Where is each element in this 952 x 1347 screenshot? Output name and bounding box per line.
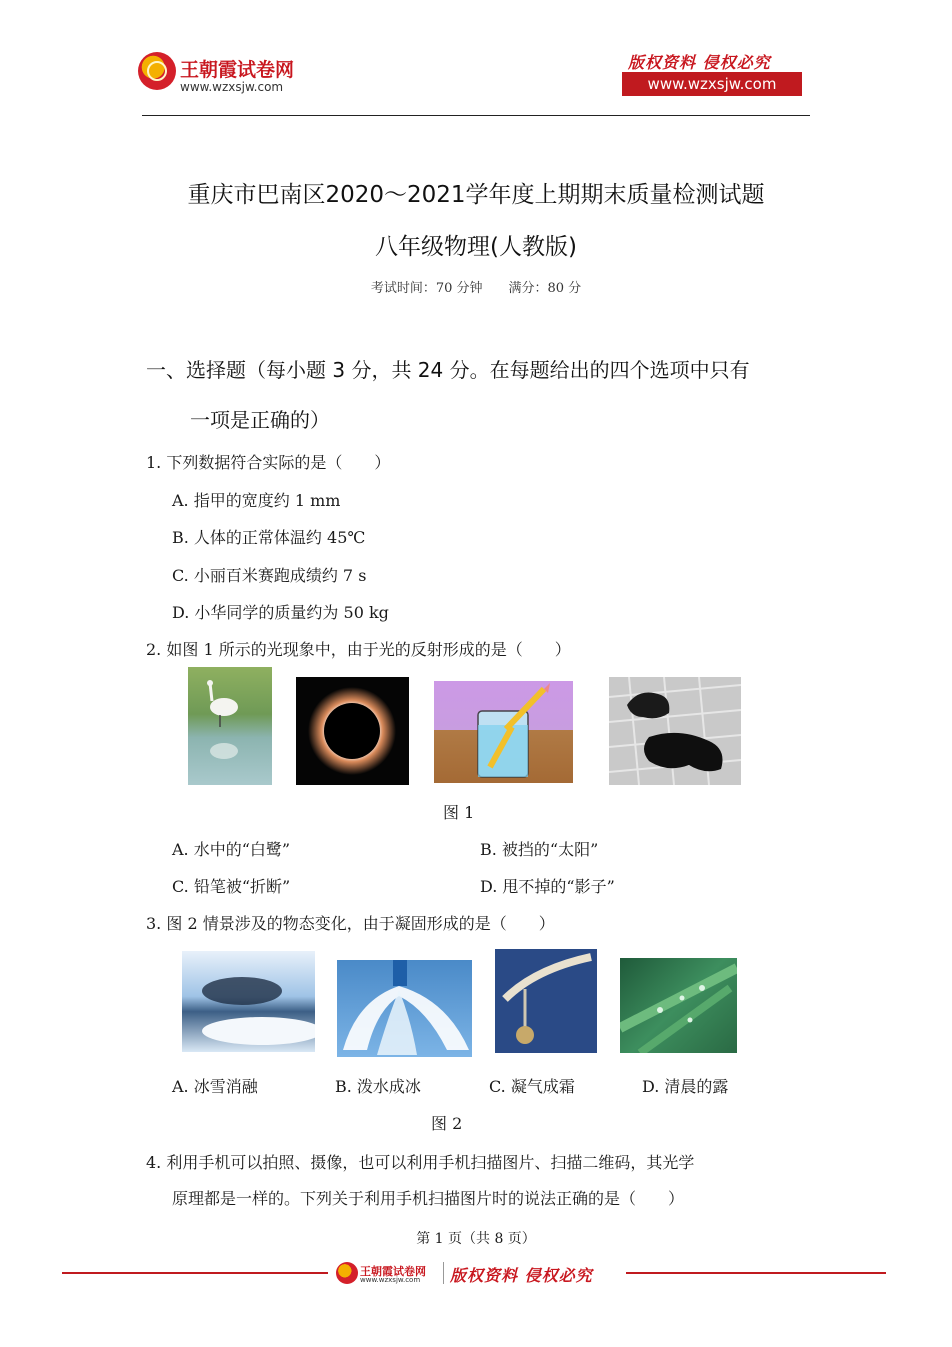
pencil-in-glass-image <box>434 681 573 783</box>
cat-shadow-image <box>609 677 741 785</box>
question-1-option-d: D. 小华同学的质量约为 50 kg <box>172 603 389 622</box>
exam-info: 考试时间：70 分钟 满分：80 分 <box>370 281 582 296</box>
section-heading-line2: 一项是正确的） <box>190 408 330 432</box>
site-name: 王朝霞试卷网 <box>180 59 295 81</box>
figure-2-caption: 图 2 <box>431 1114 463 1133</box>
page-number: 第 1 页（共 8 页） <box>416 1231 536 1247</box>
site-url[interactable]: www.wzxsjw.com <box>180 80 284 94</box>
solar-eclipse-image <box>296 677 409 785</box>
footer-rule-left <box>62 1272 328 1274</box>
egret-reflection-image <box>188 667 272 785</box>
question-1-option-a: A. 指甲的宽度约 1 mm <box>172 491 341 510</box>
question-3-option-b: B. 泼水成冰 <box>335 1077 421 1096</box>
footer-site-url[interactable]: www.wzxsjw.com <box>360 1276 421 1284</box>
exam-subtitle: 八年级物理(人教版) <box>375 234 577 260</box>
footer-logo-seal <box>336 1262 358 1284</box>
question-3-option-d: D. 清晨的露 <box>642 1077 729 1096</box>
header-divider <box>142 115 810 116</box>
question-4-stem-line2: 原理都是一样的。下列关于利用手机扫描图片时的说法正确的是（ ） <box>172 1189 685 1208</box>
copyright-url-banner[interactable]: www.wzxsjw.com <box>622 72 802 96</box>
copyright-notice: 版权资料 侵权必究 <box>628 53 771 72</box>
question-1-option-b: B. 人体的正常体温约 45℃ <box>172 528 366 547</box>
question-2-stem: 2. 如图 1 所示的光现象中，由于光的反射形成的是（ ） <box>146 640 571 659</box>
question-3-option-c: C. 凝气成霜 <box>489 1077 575 1096</box>
question-2-option-b: B. 被挡的“太阳” <box>480 840 599 859</box>
figure-1-caption: 图 1 <box>443 803 475 822</box>
footer-separator <box>443 1262 444 1284</box>
site-logo-seal <box>138 52 176 90</box>
question-4-stem-line1: 4. 利用手机可以拍照、摄像，也可以利用手机扫描图片、扫描二维码，其光学 <box>146 1153 695 1172</box>
footer-site-name: 王朝霞试卷网 <box>360 1265 426 1278</box>
morning-dew-image <box>620 958 737 1053</box>
section-heading-line1: 一、选择题（每小题 3 分，共 24 分。在每题给出的四个选项中只有 <box>146 358 750 382</box>
question-2-option-c: C. 铅笔被“折断” <box>172 877 291 896</box>
water-to-ice-image <box>337 960 472 1057</box>
frost-image <box>495 949 597 1053</box>
question-3-stem: 3. 图 2 情景涉及的物态变化，由于凝固形成的是（ ） <box>146 914 555 933</box>
footer-rule-right <box>626 1272 886 1274</box>
question-1-stem: 1. 下列数据符合实际的是（ ） <box>146 453 391 472</box>
question-2-option-a: A. 水中的“白鹭” <box>172 840 291 859</box>
question-1-option-c: C. 小丽百米赛跑成绩约 7 s <box>172 566 367 585</box>
footer-copyright: 版权资料 侵权必究 <box>450 1266 593 1285</box>
melting-snow-image <box>182 951 315 1052</box>
question-2-option-d: D. 甩不掉的“影子” <box>480 877 615 896</box>
question-3-option-a: A. 冰雪消融 <box>172 1077 258 1096</box>
exam-title: 重庆市巴南区2020～2021学年度上期期末质量检测试题 <box>187 182 765 208</box>
